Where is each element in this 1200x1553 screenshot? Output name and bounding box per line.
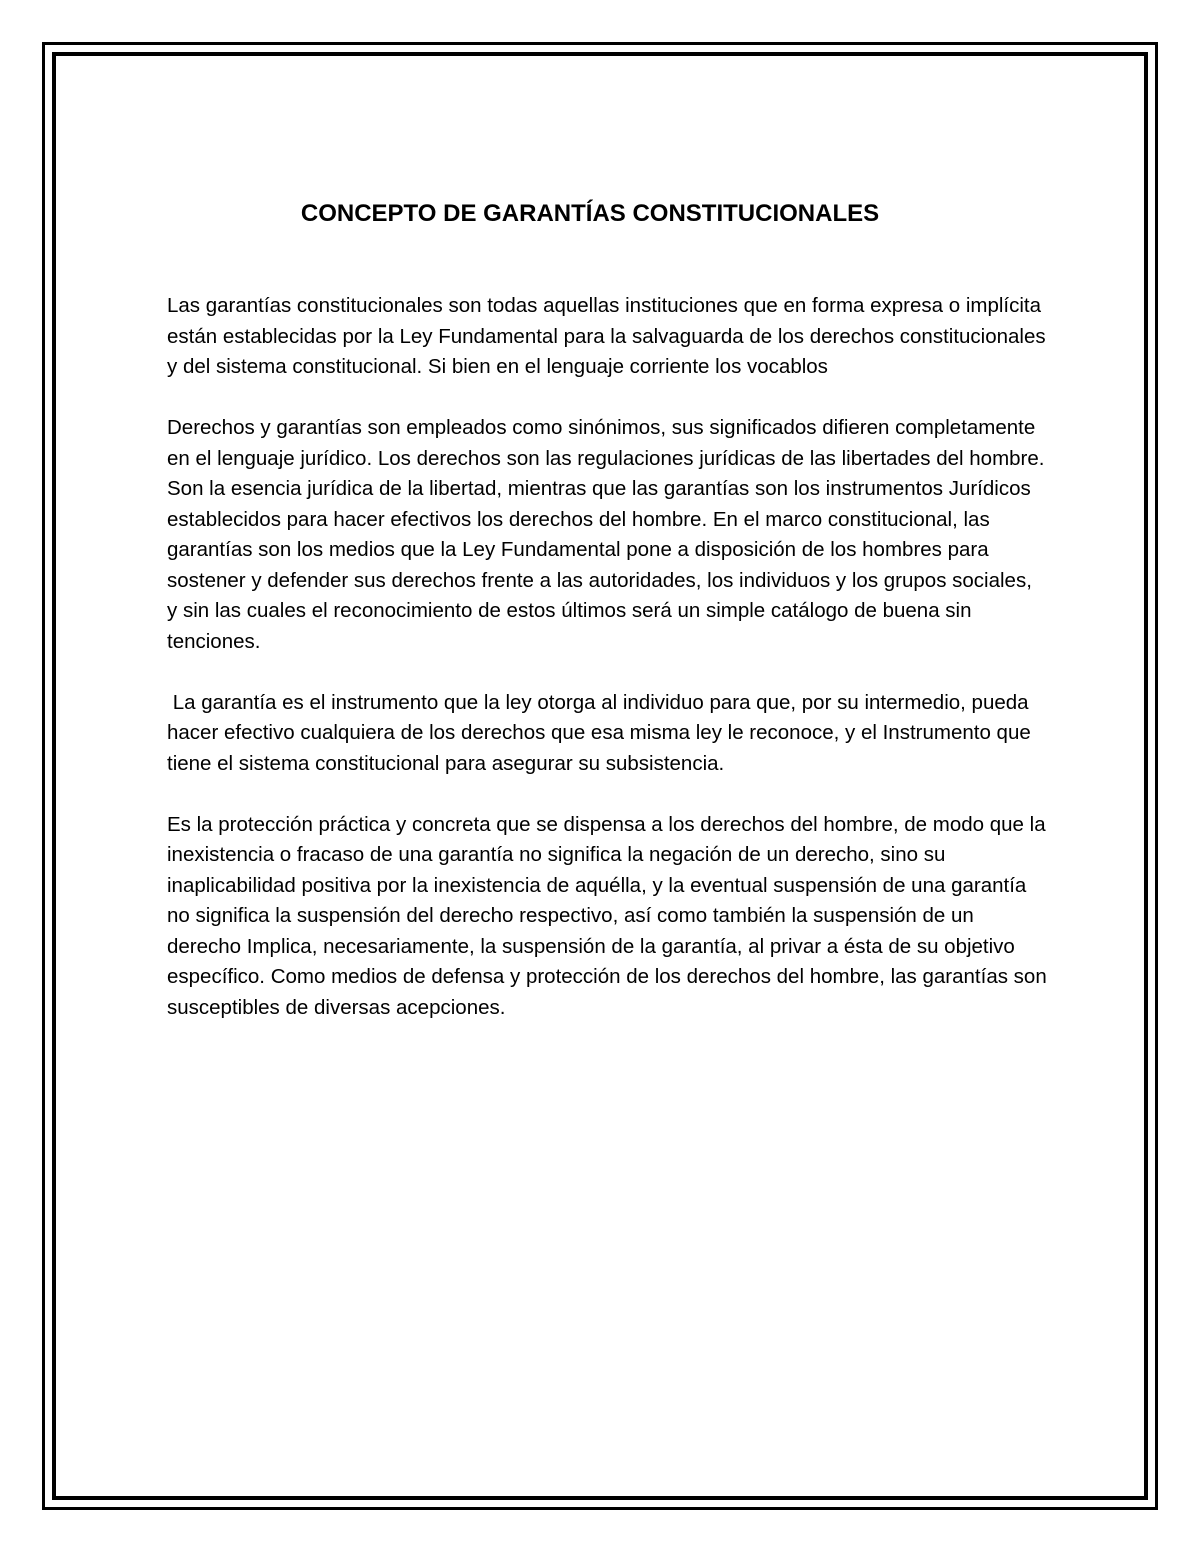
document-title: CONCEPTO DE GARANTÍAS CONSTITUCIONALES bbox=[300, 200, 880, 227]
document-body bbox=[167, 291, 1053, 1054]
paragraph-3: La garantía es el instrumento que la ley otorga al individuo para que, por su intermedio, pueda hacer efectivo cualquiera de los derechos que esa misma ley le reconoce, y el Instrumento que tiene el sistema constitucional para asegurar su subsistencia. bbox=[167, 690, 1037, 775]
paragraph-1: Las garantías constitucionales son todas aquellas instituciones que en forma expresa o implícita están establecidas por la Ley Fundamental para la salvaguarda de los derechos constitucionales y del sistema constitucional. Si bien en el lenguaje corriente los vocablos bbox=[167, 294, 1052, 378]
paragraph-4: Es la protección práctica y concreta que se dispensa a los derechos del hombre, de modo que la inexistencia o fracaso de una garantía no significa la negación de un derecho, sino su inaplicabilidad positiva por la inexistencia de aquélla, y la eventual suspensión de una garantía no significa la suspensión del derecho respectivo, así como también la suspensión de un derecho Implica, necesariamente, la suspensión de la garantía, al privar a ésta de su objetivo específico. Como medios de defensa y protección de los derechos del hombre, las garantías son susceptibles de diversas acepciones. bbox=[167, 812, 1053, 1019]
paragraph-2: Derechos y garantías son empleados como sinónimos, sus significados difieren completamente en el lenguaje jurídico. Los derechos son las regulaciones jurídicas de las libertades del hombre. Son la esencia jurídica de la libertad, mientras que las garantías son los instrumentos Jurídicos establecidos para hacer efectivos los derechos del hombre. En el marco constitucional, las garantías son los medios que la Ley Fundamental pone a disposición de los hombres para sostener y defender sus derechos frente a las autoridades, los individuos y los grupos sociales, y sin las cuales el reconocimiento de estos últimos será un simple catálogo de buena sin tenciones. bbox=[167, 416, 1051, 653]
